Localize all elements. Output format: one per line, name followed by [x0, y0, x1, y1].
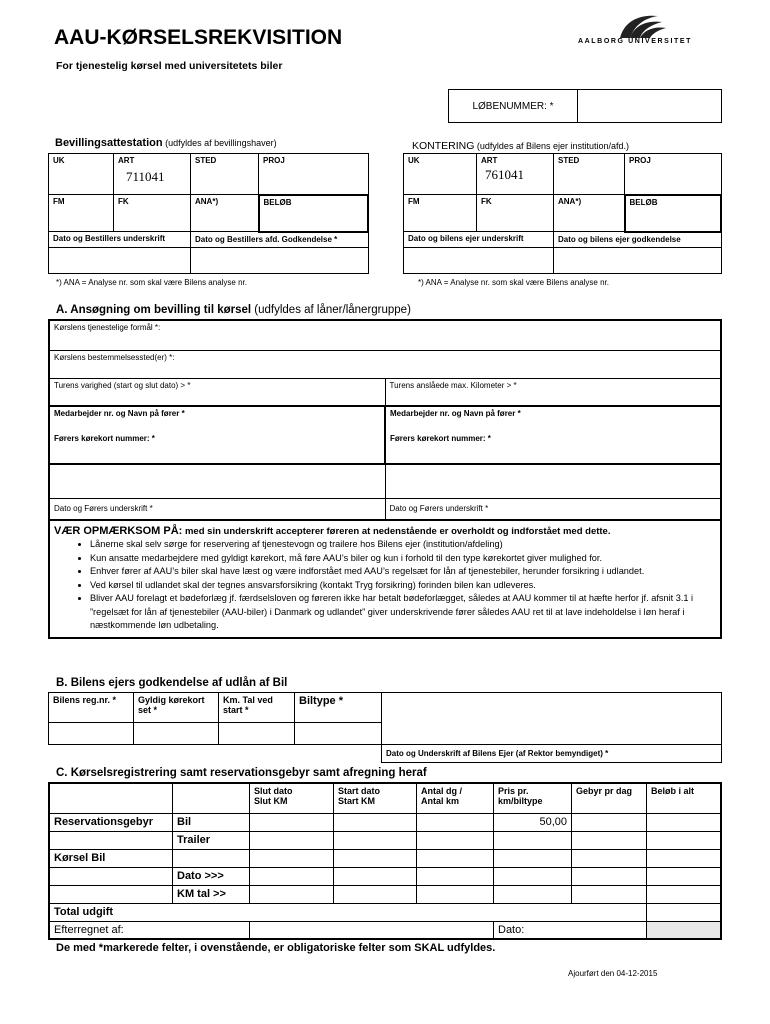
fk-cell[interactable]: FK: [477, 195, 554, 232]
driver-left-signature-label: Dato og Førers underskrift *: [49, 498, 385, 520]
km-row-label: KM tal >>: [173, 885, 250, 903]
notice-item: • Ved kørsel til udlandet skal der tegnes ansvarsforsikring (kontakt Tryg forsikring) forinden bilen kan udleveres.: [90, 579, 716, 593]
car-type-field[interactable]: [295, 723, 382, 745]
owner-approval-field[interactable]: [554, 248, 722, 274]
cell[interactable]: [494, 885, 572, 903]
belob-cell[interactable]: BELØB: [259, 195, 369, 232]
uk-cell[interactable]: UK: [404, 154, 477, 195]
header-empty: [173, 783, 250, 813]
total-cost-label: Total udgift: [49, 903, 647, 921]
cell: [49, 867, 173, 885]
art-cell[interactable]: ART 711041: [114, 154, 191, 195]
cell[interactable]: [334, 831, 417, 849]
lobenummer-field[interactable]: [578, 90, 722, 123]
notice-item: • Lånerne skal selv sørge for reservering af tjenestevogn og trailere hos Bilens ejer (institution/afdeling): [90, 538, 716, 552]
afd-approval-field[interactable]: [191, 248, 369, 274]
start-date-header: Start dato Start KM: [334, 783, 417, 813]
ana-cell[interactable]: ANA*): [554, 195, 625, 232]
cell[interactable]: [494, 867, 572, 885]
cell[interactable]: [334, 867, 417, 885]
notice-list: [54, 538, 716, 633]
cell[interactable]: [572, 813, 647, 831]
ana-cell[interactable]: ANA*): [191, 195, 259, 232]
kontering-title: KONTERING (udfyldes af Bilens ejer institution/afd.): [412, 140, 629, 152]
cell: [49, 885, 173, 903]
cell[interactable]: [647, 885, 722, 903]
settled-date-field[interactable]: Dato:: [494, 921, 647, 939]
reservation-label: Reservationsgebyr: [49, 813, 173, 831]
notice-box: [49, 520, 721, 638]
km-start-label: Km. Tal ved start *: [219, 693, 295, 723]
section-a-table: [48, 319, 722, 639]
section-a-title: A. Ansøgning om bevilling til kørsel (udfyldes af låner/lånergruppe): [56, 304, 411, 316]
purpose-field[interactable]: Kørslens tjenestelige formål *:: [49, 320, 721, 350]
driving-label: Kørsel Bil: [49, 849, 173, 867]
fk-cell[interactable]: FK: [114, 195, 191, 232]
section-c-title: C. Kørselsregistrering samt reservationsgebyr samt afregning heraf: [56, 767, 427, 779]
fm-cell[interactable]: FM: [49, 195, 114, 232]
price-header: Pris pr. km/biltype: [494, 783, 572, 813]
cell[interactable]: [250, 885, 334, 903]
owner-signature-field[interactable]: [404, 248, 554, 274]
cell[interactable]: [250, 813, 334, 831]
duration-field[interactable]: Turens varighed (start og slut dato) > *: [49, 378, 385, 406]
proj-cell[interactable]: PROJ: [259, 154, 369, 195]
cell[interactable]: [417, 813, 494, 831]
left-footnote: *) ANA = Analyse nr. som skal være Bilens analyse nr.: [56, 278, 247, 287]
license-seen-label: Gyldig kørekort set *: [134, 693, 219, 723]
cell: [49, 831, 173, 849]
reg-nr-label: Bilens reg.nr. *: [49, 693, 134, 723]
total-cost-field[interactable]: [647, 903, 722, 921]
proj-cell[interactable]: PROJ: [625, 154, 722, 195]
owner-signature-label: Dato og bilens ejer underskrift: [404, 232, 554, 248]
cell[interactable]: [572, 831, 647, 849]
license-seen-field[interactable]: [134, 723, 219, 745]
end-date-header: Slut dato Slut KM: [250, 783, 334, 813]
right-footnote: *) ANA = Analyse nr. som skal være Bilens analyse nr.: [418, 278, 609, 287]
driver-right-signature-space[interactable]: [385, 464, 721, 498]
lobenummer-label: LØBENUMMER: *: [449, 90, 578, 123]
trailer-label: Trailer: [173, 831, 250, 849]
driver-right-field[interactable]: Medarbejder nr. og Navn på fører * Førers kørekort nummer: *: [385, 406, 721, 464]
bevillings-table: [48, 153, 369, 274]
settled-by-field[interactable]: Efterregnet af:: [49, 921, 250, 939]
owner-approval-label: Dato og bilens ejer godkendelse: [554, 232, 722, 248]
sted-cell[interactable]: STED: [554, 154, 625, 195]
bestiller-signature-field[interactable]: [49, 248, 191, 274]
price-value[interactable]: 50,00: [494, 813, 572, 831]
driver-left-signature-space[interactable]: [49, 464, 385, 498]
section-c-table: [48, 782, 722, 940]
form-title: AAU-KØRSELSREKVISITION: [54, 26, 343, 49]
updated-date: Ajourført den 04-12-2015: [568, 969, 658, 978]
owner-signature-space[interactable]: [382, 693, 722, 745]
kontering-table: [403, 153, 722, 274]
cell[interactable]: [494, 831, 572, 849]
fm-cell[interactable]: FM: [404, 195, 477, 232]
form-subtitle: For tjenestelig kørsel med universitetets biler: [56, 60, 283, 72]
belob-cell[interactable]: BELØB: [625, 195, 722, 232]
cell[interactable]: [417, 885, 494, 903]
reg-nr-field[interactable]: [49, 723, 134, 745]
section-b-title: B. Bilens ejers godkendelse af udlån af Bil: [56, 677, 288, 689]
km-start-field[interactable]: [219, 723, 295, 745]
cell[interactable]: [572, 849, 647, 867]
afd-approval-label: Dato og Bestillers afd. Godkendelse *: [191, 232, 369, 248]
art-cell[interactable]: ART 761041: [477, 154, 554, 195]
notice-item: • Enhver fører af AAU’s biler skal have læst og være indforstået med AAU’s regelsæt for lån af tjenestebiler, herunder forsikring i udlandet.: [90, 565, 716, 579]
notice-item: • Bliver AAU forelagt et bødeforlæg jf. færdselsloven og føreren ikke har betalt bødeforlægget, således at AAU kommer til at hæfte herfor jf. afsnit 3.1 i ”regelsæt for lån af tjenestebiler (AAU-biler) i Danmark og udlandet” giver underskrivende fører således AAU ret til at lave indeholdelse i løn heraf i næstkommende løn udbetaling.: [90, 592, 716, 633]
driver-right-signature-label: Dato og Førers underskrift *: [385, 498, 721, 520]
mandatory-note: De med *markerede felter, i ovenstående, er obligatoriske felter som SKAL udfyldes.: [56, 942, 496, 954]
total-header: Beløb i alt: [647, 783, 722, 813]
header-empty: [49, 783, 173, 813]
notice-heading: VÆR OPMÆRKSOM PÅ: med sin underskrift accepterer føreren at nedenstående er overholdt og indforstået med dette.: [54, 525, 611, 537]
km-estimate-field[interactable]: Turens anslåede max. Kilometer > *: [385, 378, 721, 406]
destination-field[interactable]: Kørslens bestemmelsessted(er) *:: [49, 350, 721, 378]
driver-left-field[interactable]: Medarbejder nr. og Navn på fører * Førers kørekort nummer: *: [49, 406, 385, 464]
cell[interactable]: [417, 831, 494, 849]
cell[interactable]: [647, 849, 722, 867]
sted-cell[interactable]: STED: [191, 154, 259, 195]
cell[interactable]: [250, 831, 334, 849]
car-type-label: Biltype *: [295, 693, 382, 723]
bestiller-signature-label: Dato og Bestillers underskrift: [49, 232, 191, 248]
cell[interactable]: [572, 885, 647, 903]
days-km-header: Antal dg / Antal km: [417, 783, 494, 813]
shaded-cell: [647, 921, 722, 939]
cell[interactable]: [250, 921, 494, 939]
logo-text: AALBORG UNIVERSITET: [578, 38, 693, 45]
cell[interactable]: [250, 849, 334, 867]
cell[interactable]: [572, 867, 647, 885]
bevillings-title: Bevillingsattestation (udfyldes af bevillingshaver): [55, 137, 277, 149]
cell[interactable]: [173, 849, 250, 867]
car-label: Bil: [173, 813, 250, 831]
cell[interactable]: [334, 849, 417, 867]
cell[interactable]: [417, 867, 494, 885]
cell[interactable]: [494, 849, 572, 867]
date-row-label: Dato >>>: [173, 867, 250, 885]
cell[interactable]: [334, 813, 417, 831]
owner-signature-label: Dato og Underskrift af Bilens Ejer (af Rektor bemyndiget) *: [382, 745, 722, 763]
fee-header: Gebyr pr dag: [572, 783, 647, 813]
cell[interactable]: [334, 885, 417, 903]
cell[interactable]: [647, 831, 722, 849]
section-b-table: [48, 692, 722, 763]
uk-cell[interactable]: UK: [49, 154, 114, 195]
cell[interactable]: [250, 867, 334, 885]
cell[interactable]: [417, 849, 494, 867]
cell[interactable]: [647, 867, 722, 885]
cell[interactable]: [647, 813, 722, 831]
notice-item: • Kun ansatte medarbejdere med gyldigt kørekort, må føre AAU’s biler og kun i forhold til den type kørekortet giver mulighed for.: [90, 552, 716, 566]
